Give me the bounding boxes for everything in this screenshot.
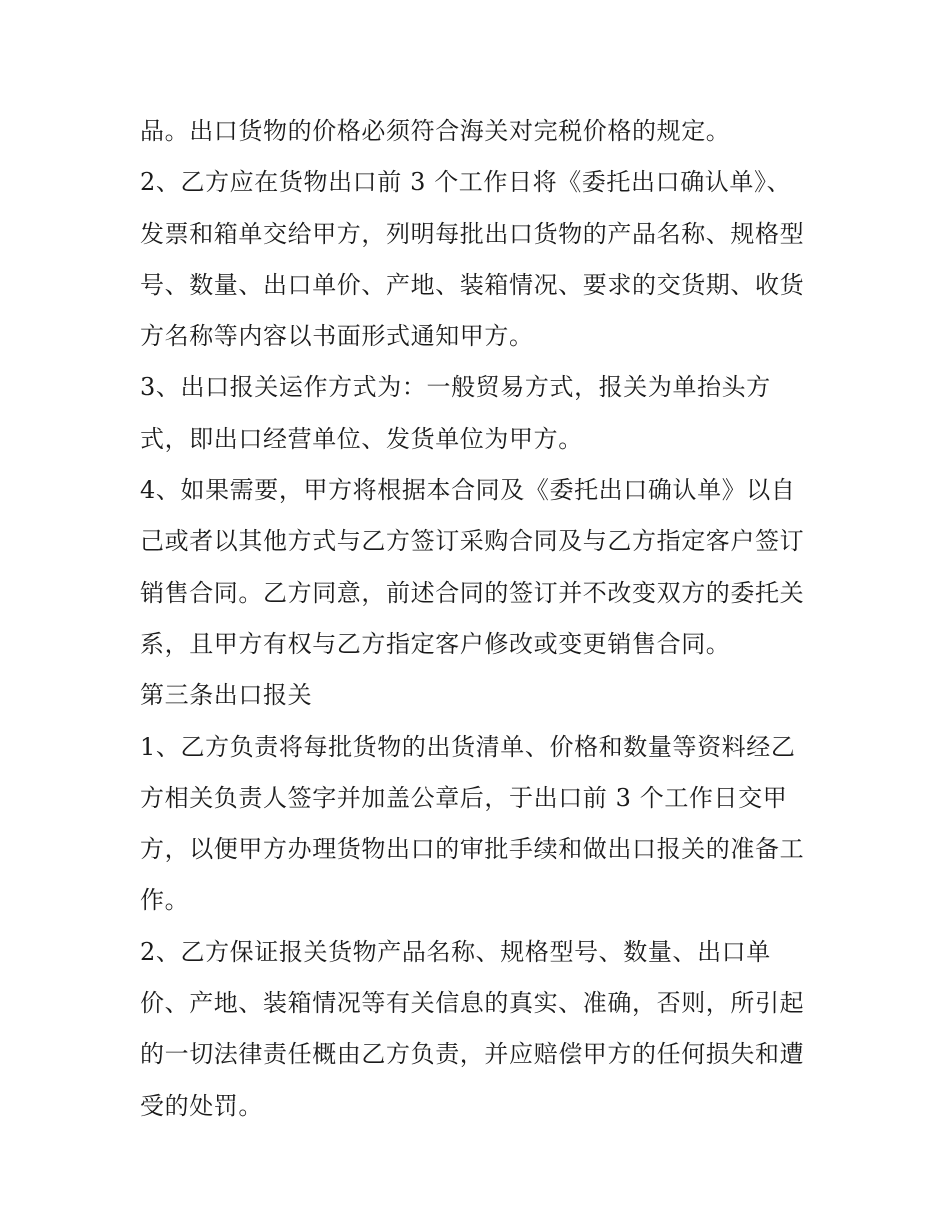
text-line: 号、数量、出口单价、产地、装箱情况、要求的交货期、收货 — [140, 270, 805, 299]
text-line: 1、乙方负责将每批货物的出货清单、价格和数量等资料经乙 — [140, 732, 796, 761]
text-line: 品。出口货物的价格必须符合海关对完税价格的规定。 — [140, 117, 731, 145]
text-line: 的一切法律责任概由乙方负责，并应赔偿甲方的任何损失和遭 — [140, 1040, 805, 1069]
text-line: 销售合同。乙方同意，前述合同的签订并不改变双方的委托关 — [140, 578, 805, 607]
text-line: 价、产地、装箱情况等有关信息的真实、准确，否则，所引起 — [140, 989, 805, 1018]
text-line: 作。 — [140, 886, 190, 915]
text-line: 4、如果需要，甲方将根据本合同及《委托出口确认单》以自 — [140, 476, 796, 505]
text-line: 2、乙方保证报关货物产品名称、规格型号、数量、出口单 — [140, 937, 771, 966]
text-line: 方，以便甲方办理货物出口的审批手续和做出口报关的准备工 — [140, 835, 805, 864]
text-line: 2、乙方应在货物出口前 3 个工作日将《委托出口确认单》、 — [140, 168, 792, 197]
text-line: 3、出口报关运作方式为：一般贸易方式，报关为单抬头方 — [140, 373, 771, 402]
text-line: 发票和箱单交给甲方，列明每批出口货物的产品名称、规格型 — [140, 219, 805, 248]
document-body — [140, 106, 820, 1132]
text-line: 系，且甲方有权与乙方指定客户修改或变更销售合同。 — [140, 629, 731, 658]
section-heading: 第三条出口报关 — [140, 681, 313, 710]
text-line: 方相关负责人签字并加盖公章后，于出口前 3 个工作日交甲 — [140, 783, 788, 812]
text-line: 方名称等内容以书面形式通知甲方。 — [140, 322, 534, 351]
text-line: 式，即出口经营单位、发货单位为甲方。 — [140, 424, 583, 453]
text-line: 己或者以其他方式与乙方签订采购合同及与乙方指定客户签订 — [140, 527, 805, 556]
text-line: 受的处罚。 — [140, 1091, 263, 1120]
